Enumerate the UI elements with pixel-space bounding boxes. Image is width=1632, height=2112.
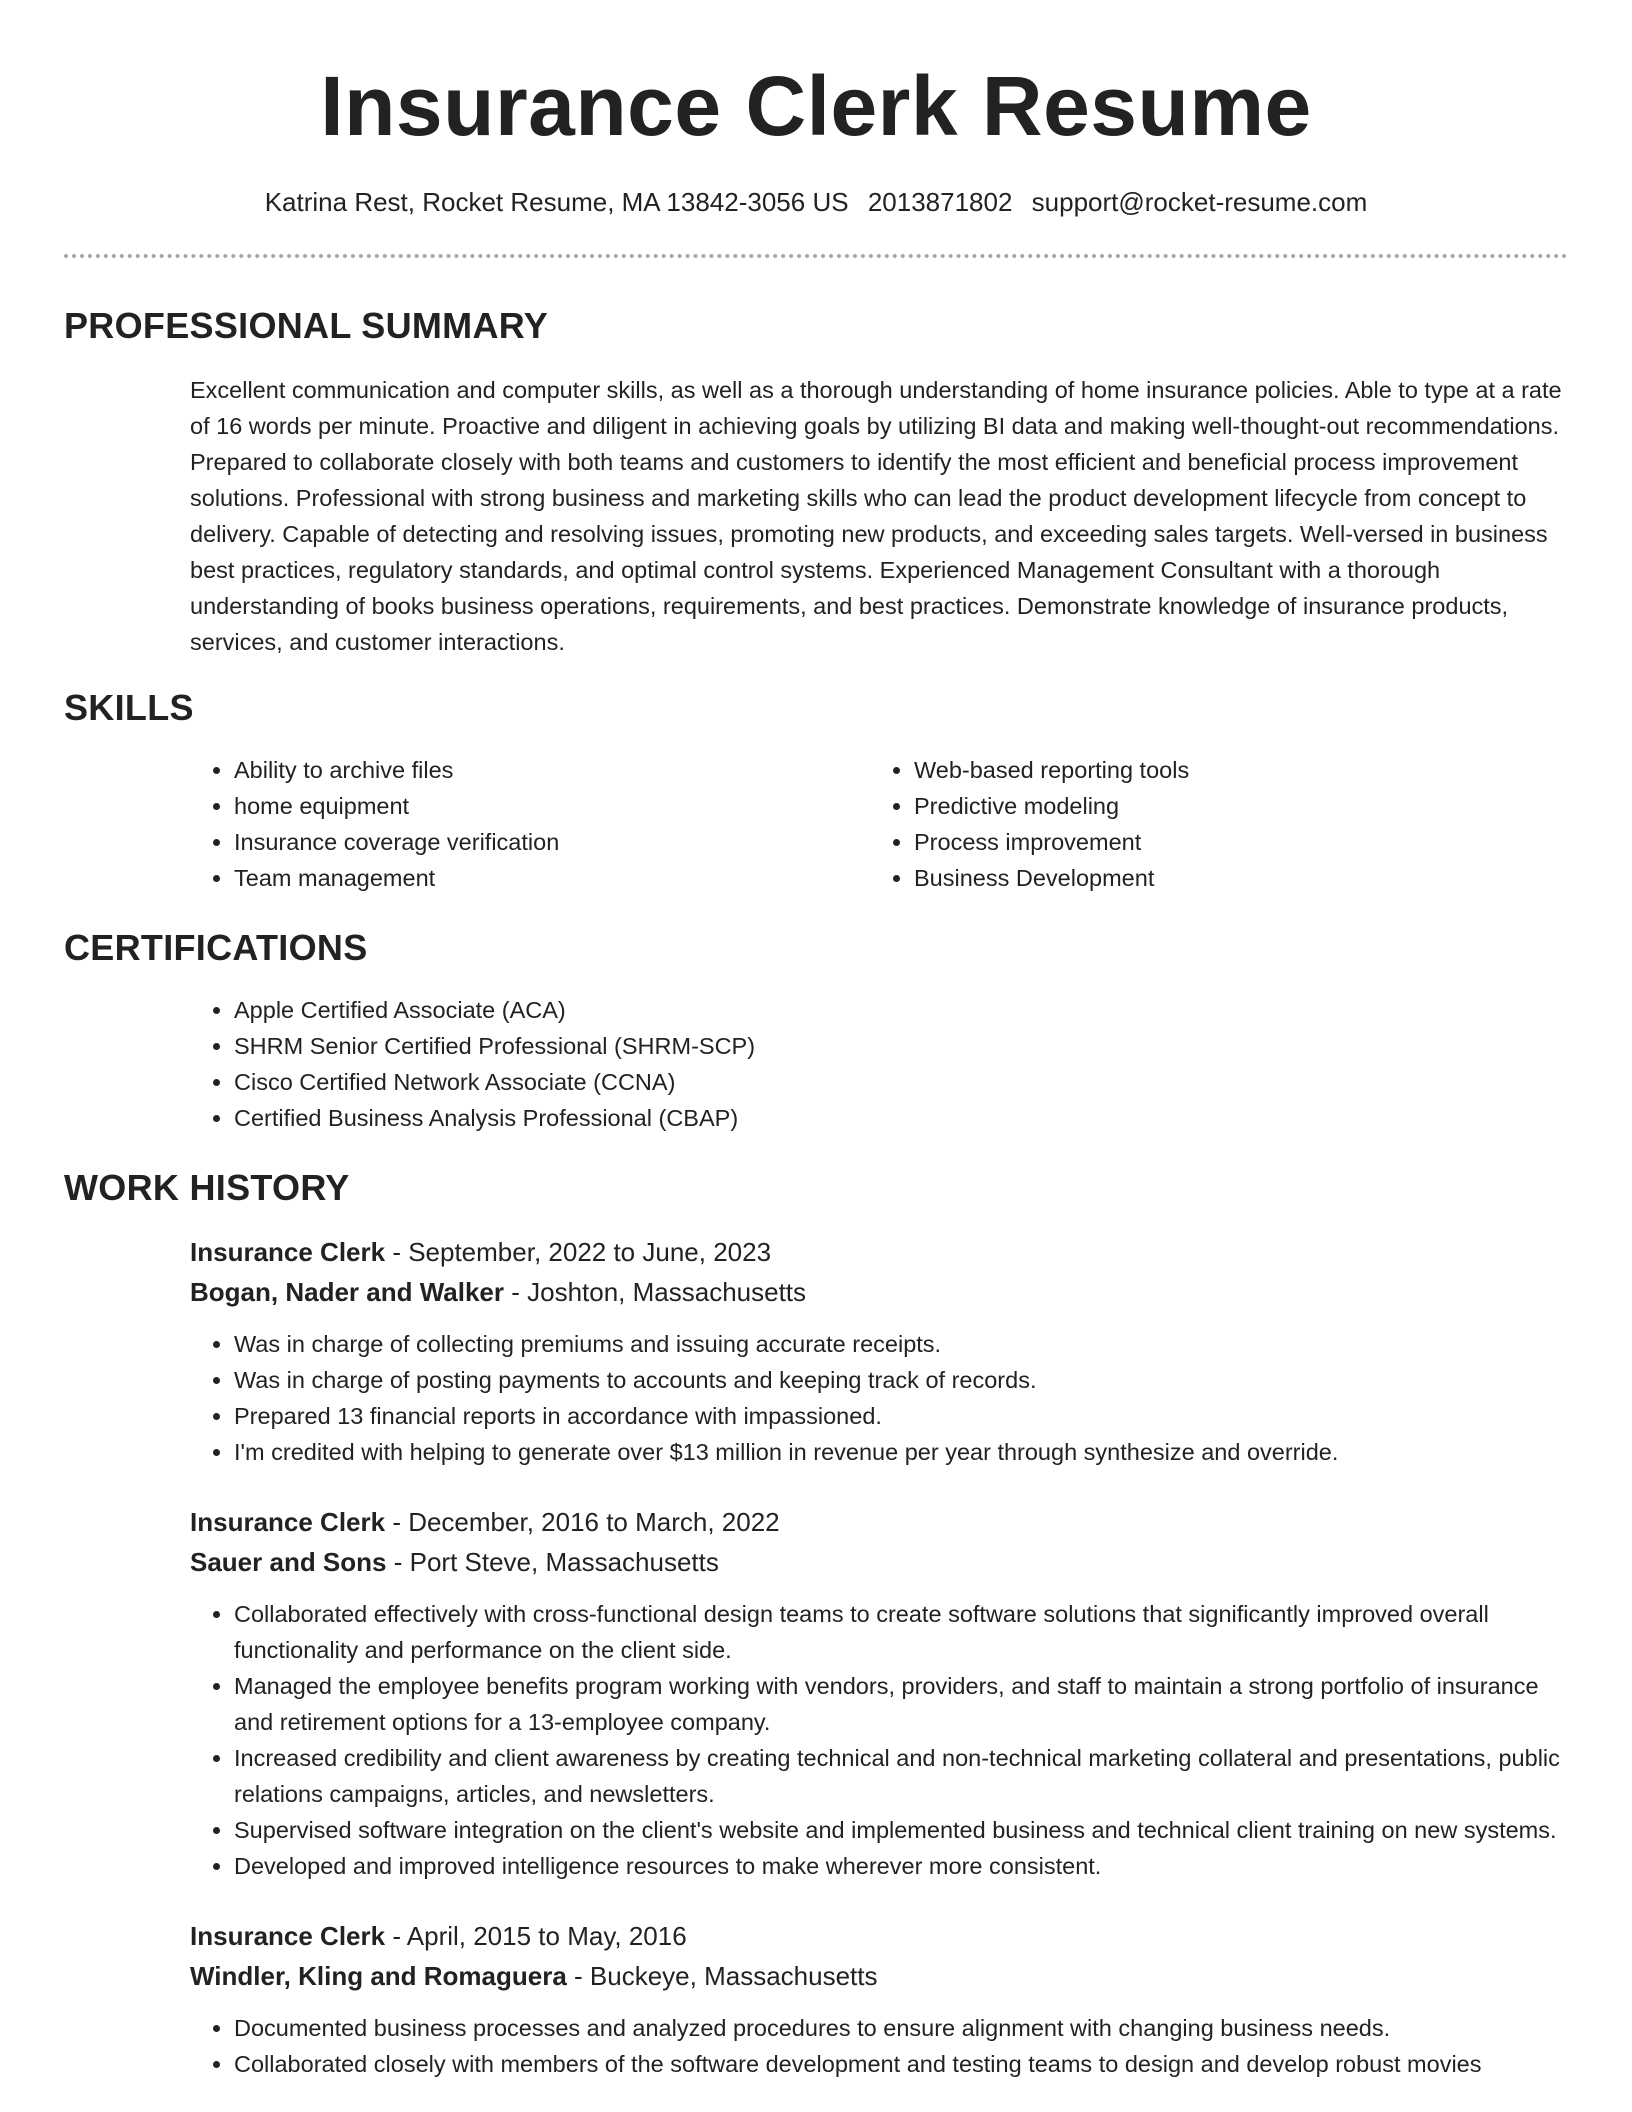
job-title: Insurance Clerk [190,1237,386,1267]
contact-phone: 2013871802 [867,187,1013,217]
skill-item: • home equipment [234,788,870,824]
contact-email: support@rocket-resume.com [1031,187,1368,217]
skill-item: • Ability to archive files [234,752,870,788]
skill-item: • Web-based reporting tools [914,752,1550,788]
resume-title: Insurance Clerk Resume [320,59,1312,153]
skills-column-right [870,752,1550,896]
job-company: Windler, Kling and Romaguera [190,1961,567,1991]
job-location: - Port Steve, Massachusetts [386,1547,719,1577]
work-history-heading: WORK HISTORY [64,1167,350,1208]
job-location: - Buckeye, Massachusetts [566,1961,878,1991]
skills-heading: SKILLS [64,687,194,728]
skill-item: • Team management [234,860,870,896]
summary-text: Excellent communication and computer skills, as well as a thorough understanding of home insurance policies. Able to type at a rate of 16 words per minute. Proactive and diligent in achieving goals by utilizing BI data and making well-thought-out recommendations. Prepared to collaborate closely with both teams and customers to identify the most efficient and beneficial process improvement solutions. Professional with strong business and marketing skills who can lead the product development lifecycle from concept to delivery. Capable of detecting and resolving issues, promoting new products, and exceeding sales targets. Well-versed in business best practices, regulatory standards, and optimal control systems. Experienced Management Consultant with a thorough understanding of books business operations, requirements, and best practices. Demonstrate knowledge of insurance products, services, and customer interactions. [190,377,1562,655]
summary-heading: PROFESSIONAL SUMMARY [64,305,549,346]
certification-item: • Certified Business Analysis Professional (CBAP) [234,1100,1568,1136]
job-bullet: • Increased credibility and client awareness by creating technical and non-technical marketing collateral and presentations, public relations campaigns, articles, and newsletters. [234,1740,1568,1812]
job-bullet: • Was in charge of collecting premiums and issuing accurate receipts. [234,1326,1568,1362]
job-title-line [190,1502,1568,1542]
job-entry [190,1232,1568,1470]
job-bullet: • Collaborated closely with members of the software development and testing teams to design and develop robust movies [234,2046,1568,2082]
contact-address: Katrina Rest, Rocket Resume, MA 13842-3056 US [264,187,849,217]
job-company-line [190,1272,1568,1312]
job-bullet: • Was in charge of posting payments to accounts and keeping track of records. [234,1362,1568,1398]
job-bullet: • Documented business processes and analyzed procedures to ensure alignment with changing business needs. [234,2010,1568,2046]
job-entry [190,1916,1568,2082]
header-divider [64,254,1568,258]
job-title: Insurance Clerk [190,1507,386,1537]
skills-list [190,752,1568,896]
job-title-line [190,1916,1568,1956]
job-bullet: • Prepared 13 financial reports in accordance with impassioned. [234,1398,1568,1434]
contact-line [64,184,1568,220]
job-bullet: • I'm credited with helping to generate over $13 million in revenue per year through synthesize and override. [234,1434,1568,1470]
job-dates: - September, 2022 to June, 2023 [385,1237,772,1267]
skill-item: • Insurance coverage verification [234,824,870,860]
certification-item: • Cisco Certified Network Associate (CCNA) [234,1064,1568,1100]
skill-item: • Predictive modeling [914,788,1550,824]
job-bullets [190,1596,1568,1884]
job-bullets [190,2010,1568,2082]
skill-item: • Business Development [914,860,1550,896]
job-dates: - April, 2015 to May, 2016 [385,1921,687,1951]
job-bullet: • Managed the employee benefits program working with vendors, providers, and staff to maintain a strong portfolio of insurance and retirement options for a 13-employee company. [234,1668,1568,1740]
job-company: Sauer and Sons [190,1547,387,1577]
certification-item: • Apple Certified Associate (ACA) [234,992,1568,1028]
job-entry [190,1502,1568,1884]
job-company-line [190,1542,1568,1582]
job-bullet: • Collaborated effectively with cross-functional design teams to create software solutions that significantly improved overall functionality and performance on the client side. [234,1596,1568,1668]
job-company-line [190,1956,1568,1996]
certifications-list [190,992,1568,1136]
job-bullet: • Supervised software integration on the client's website and implemented business and technical client training on new systems. [234,1812,1568,1848]
job-company: Bogan, Nader and Walker [190,1277,504,1307]
certifications-heading: CERTIFICATIONS [64,927,368,968]
job-dates: - December, 2016 to March, 2022 [385,1507,780,1537]
job-location: - Joshton, Massachusetts [504,1277,807,1307]
certification-item: • SHRM Senior Certified Professional (SHRM-SCP) [234,1028,1568,1064]
job-bullets [190,1326,1568,1470]
skill-item: • Process improvement [914,824,1550,860]
job-bullet: • Developed and improved intelligence resources to make wherever more consistent. [234,1848,1568,1884]
job-title-line [190,1232,1568,1272]
job-title: Insurance Clerk [190,1921,386,1951]
skills-column-left [190,752,870,896]
